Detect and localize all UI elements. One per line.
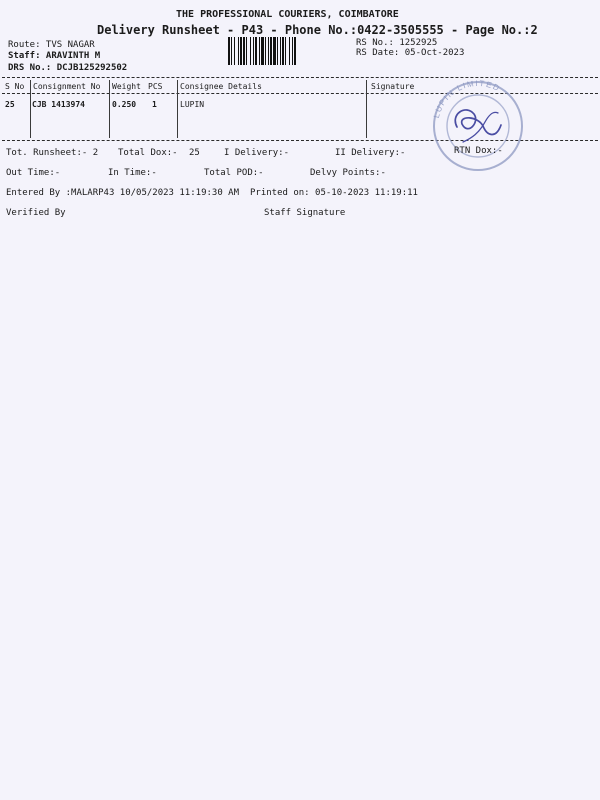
total-pod: Total POD:- <box>204 168 264 178</box>
total-dox-value: 25 <box>189 148 200 158</box>
barcode-bar <box>273 37 276 65</box>
barcode-bar <box>280 37 281 65</box>
barcode-bar <box>240 37 242 65</box>
company-title: THE PROFESSIONAL COURIERS, COIMBATORE <box>176 9 399 20</box>
barcode-bar <box>231 37 232 65</box>
rtn-dox: RTN Dox:- <box>454 146 503 156</box>
barcode-bar <box>285 37 286 65</box>
row-sno: 25 <box>5 100 15 109</box>
barcode-bar <box>294 37 296 65</box>
barcode-bar <box>228 37 230 65</box>
svg-text:LUPIN LIMITED <box>432 79 502 119</box>
row-consignee: LUPIN <box>180 100 205 109</box>
barcode-bar <box>253 37 254 65</box>
company-stamp <box>422 70 534 182</box>
col-divider <box>366 80 367 138</box>
barcode-bar <box>238 37 239 65</box>
rs-number: RS No.: 1252925 <box>356 38 438 48</box>
barcode-bar <box>250 37 251 65</box>
row-pcs: 1 <box>152 100 157 109</box>
out-time: Out Time:- <box>6 168 61 178</box>
barcode-bar <box>265 37 266 65</box>
col-divider <box>109 80 110 138</box>
delvy-points: Delvy Points:- <box>310 168 386 178</box>
row-weight: 0.250 <box>112 100 137 109</box>
barcode-bar <box>268 37 269 65</box>
barcode-bar <box>259 37 260 65</box>
ii-delivery: II Delivery:- <box>335 148 406 158</box>
rs-date: RS Date: 05-Oct-2023 <box>356 48 465 58</box>
header-consignee: Consignee Details <box>180 82 262 91</box>
barcode-bar <box>292 37 293 65</box>
barcode-bar <box>234 37 235 65</box>
drs-number: DRS No.: DCJB125292502 <box>8 63 128 73</box>
stamp-text: LUPIN LIMITED <box>431 78 502 120</box>
total-dox-label: Total Dox:- <box>118 148 178 158</box>
barcode-bar <box>243 37 245 65</box>
header-sno: S No <box>5 82 25 91</box>
barcode-bar <box>282 37 284 65</box>
staff-signature: Staff Signature <box>264 208 346 218</box>
route-label: Route: TVS NAGAR <box>8 40 95 50</box>
header-weight: Weight <box>112 82 141 91</box>
runsheet-subtitle: Delivery Runsheet - P43 - Phone No.:0422-3505555 - Page No.:2 <box>97 23 538 37</box>
staff-label: Staff: ARAVINTH M <box>8 51 101 61</box>
printed-on: Printed on: 05-10-2023 11:19:11 <box>250 188 418 198</box>
barcode-image <box>226 37 352 65</box>
verified-by: Verified By <box>6 208 66 218</box>
i-delivery: I Delivery:- <box>224 148 290 158</box>
row-consignment: CJB 1413974 <box>32 100 85 109</box>
header-pcs: PCS <box>148 82 163 91</box>
barcode-bar <box>261 37 264 65</box>
col-divider <box>177 80 178 138</box>
tot-runsheet: Tot. Runsheet:- 2 <box>6 148 99 158</box>
barcode-bar <box>246 37 247 65</box>
header-signature: Signature <box>371 82 415 91</box>
entered-by: Entered By :MALARP43 10/05/2023 11:19:30 AM <box>6 188 239 198</box>
barcode-bar <box>255 37 257 65</box>
barcode-bar <box>289 37 290 65</box>
in-time: In Time:- <box>108 168 157 178</box>
col-divider <box>30 80 31 138</box>
barcode-bar <box>270 37 272 65</box>
barcode-bar <box>277 37 278 65</box>
header-consignment: Consignment No <box>33 82 101 91</box>
